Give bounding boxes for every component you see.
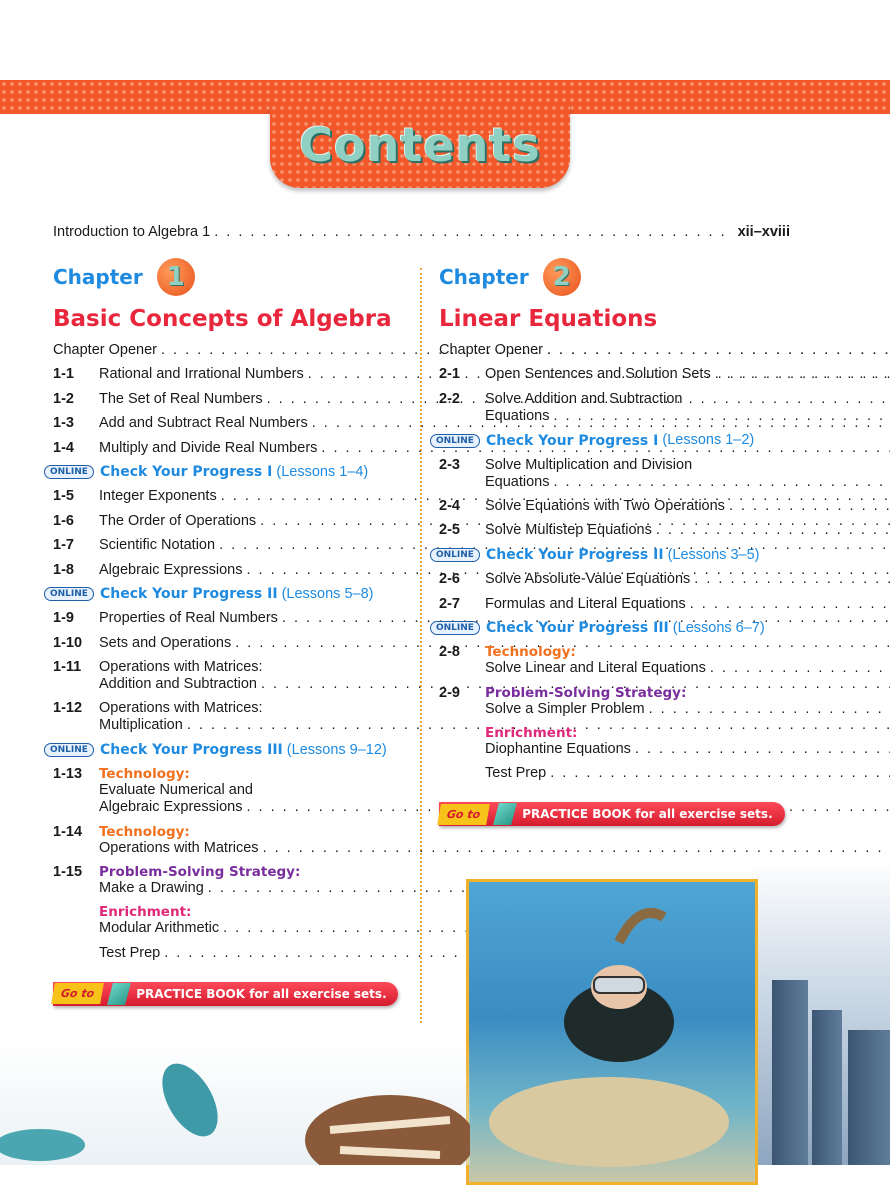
- chapter-2-title: Linear Equations: [439, 306, 785, 332]
- technology-label: Technology:: [485, 644, 890, 660]
- strategy-label: Problem-Solving Strategy:: [485, 685, 890, 701]
- leader-dots: [554, 408, 890, 425]
- toc-entry[interactable]: [439, 571, 785, 588]
- entry-number: 1-9: [53, 610, 99, 627]
- toc-entry[interactable]: [439, 457, 785, 491]
- toc-entry[interactable]: [53, 659, 398, 693]
- entry-number: 1-11: [53, 659, 99, 693]
- online-badge: ONLINE: [44, 465, 94, 479]
- practice-book-link[interactable]: [439, 802, 785, 826]
- leader-dots: [649, 701, 890, 718]
- entry-title: Sets and Operations: [99, 635, 231, 652]
- check-lessons: (Lessons 9–12): [287, 742, 387, 759]
- entry-number: 2-7: [439, 596, 485, 613]
- leader-dots: [263, 840, 890, 857]
- entry-number: 2-3: [439, 457, 485, 491]
- entry-number: 1-3: [53, 415, 99, 432]
- leader-dots: [550, 765, 890, 782]
- book-icon: [493, 803, 517, 825]
- entry-number: 1-13: [53, 766, 99, 816]
- book-icon: [107, 983, 131, 1005]
- entry-title: Modular Arithmetic: [99, 920, 219, 937]
- online-check-link[interactable]: [430, 620, 785, 637]
- intro-page: xii–xviii: [738, 224, 790, 240]
- entry-number: 1-15: [53, 864, 99, 897]
- toc-entry[interactable]: [439, 522, 785, 539]
- toc-entry[interactable]: [53, 488, 398, 505]
- entry-title: Solve Linear and Literal Equations: [485, 660, 706, 677]
- entry-number: 2-8: [439, 644, 485, 677]
- entry-number: 1-1: [53, 366, 99, 383]
- chapter-2-heading: [439, 256, 785, 298]
- entry-number: 1-7: [53, 537, 99, 554]
- entry-title: Solve Addition and Subtraction: [485, 391, 890, 408]
- toc-entry[interactable]: [439, 596, 785, 613]
- chapter-word: Chapter: [439, 265, 529, 289]
- online-check-link[interactable]: [430, 547, 785, 564]
- entry-title: Operations with Matrices:: [99, 659, 890, 676]
- chapter-1-title: Basic Concepts of Algebra: [53, 306, 398, 332]
- entry-title: Chapter Opener: [53, 342, 157, 359]
- check-title: Check Your Progress I: [486, 433, 658, 449]
- online-check-link[interactable]: [44, 586, 398, 603]
- entry-title: Operations with Matrices:: [99, 700, 890, 717]
- online-badge: ONLINE: [44, 587, 94, 601]
- toc-entry[interactable]: [53, 415, 398, 432]
- entry-title: Scientific Notation: [99, 537, 215, 554]
- chapter-number-badge: 1: [157, 258, 195, 296]
- check-title: Check Your Progress II: [486, 547, 664, 563]
- chapter-word: Chapter: [53, 265, 143, 289]
- entry-title: Solve a Simpler Problem: [485, 701, 645, 718]
- leader-dots: [715, 366, 890, 383]
- online-check-link[interactable]: [430, 432, 785, 449]
- leader-dots: [214, 224, 733, 240]
- check-lessons: (Lessons 6–7): [673, 620, 765, 637]
- online-check-link[interactable]: [44, 464, 398, 481]
- online-badge: ONLINE: [430, 621, 480, 635]
- entry-title: Rational and Irrational Numbers: [99, 366, 304, 383]
- leader-dots: [554, 474, 890, 491]
- entry-title: Solve Multiplication and Division: [485, 457, 890, 474]
- entry-number: 1-8: [53, 562, 99, 579]
- toc-entry[interactable]: [53, 700, 398, 734]
- toc-entry[interactable]: [439, 725, 785, 758]
- fish-illustration: [0, 1040, 470, 1165]
- fish-decoration: [0, 1040, 470, 1165]
- entry-number: 1-4: [53, 440, 99, 457]
- entry-title: Solve Equations with Two Operations: [485, 498, 725, 515]
- entry-title: Evaluate Numerical and: [99, 782, 890, 799]
- intro-entry[interactable]: [53, 224, 790, 240]
- entry-title: Integer Exponents: [99, 488, 217, 505]
- online-badge: ONLINE: [430, 434, 480, 448]
- contents-tab: [270, 104, 570, 188]
- entry-title: Test Prep: [99, 945, 160, 962]
- entry-title: Solve Multistep Equations: [485, 522, 652, 539]
- toc-entry[interactable]: [53, 864, 398, 897]
- entry-title-cont: Addition and Subtraction: [99, 676, 257, 693]
- entry-number: 1-5: [53, 488, 99, 505]
- leader-dots: [635, 741, 890, 758]
- entry-title: Algebraic Expressions: [99, 562, 242, 579]
- check-title: Check Your Progress II: [100, 586, 278, 602]
- entry-number: 2-1: [439, 366, 485, 383]
- entry-title-cont: Equations: [485, 408, 550, 425]
- toc-entry[interactable]: [53, 562, 398, 579]
- strategy-label: Problem-Solving Strategy:: [99, 864, 890, 880]
- entry-title: Add and Subtract Real Numbers: [99, 415, 308, 432]
- entry-title: Properties of Real Numbers: [99, 610, 278, 627]
- chapter-1-heading: [53, 256, 398, 298]
- online-check-link[interactable]: [44, 742, 398, 759]
- entry-title: Chapter Opener: [439, 342, 543, 359]
- page-title: Contents: [270, 118, 570, 172]
- toc-entry[interactable]: [53, 342, 398, 359]
- technology-label: Technology:: [99, 824, 890, 840]
- leader-dots: [710, 660, 890, 677]
- scuba-diver-photo: [466, 879, 758, 1185]
- entry-title: Open Sentences and Solution Sets: [485, 366, 711, 383]
- check-lessons: (Lessons 1–2): [662, 432, 754, 449]
- goto-text: PRACTICE BOOK for all exercise sets.: [136, 987, 386, 1001]
- entry-number: 2-5: [439, 522, 485, 539]
- chapter-number-badge: 2: [543, 258, 581, 296]
- goto-tag: Go to: [437, 804, 490, 825]
- toc-entry[interactable]: [439, 765, 785, 782]
- toc-entry[interactable]: [439, 498, 785, 515]
- entry-title: Make a Drawing: [99, 880, 204, 897]
- check-lessons: (Lessons 3–5): [668, 547, 760, 564]
- leader-dots: [694, 571, 890, 588]
- toc-entry[interactable]: [53, 610, 398, 627]
- toc-entry[interactable]: [53, 635, 398, 652]
- entry-title: Formulas and Literal Equations: [485, 596, 686, 613]
- leader-dots: [656, 522, 890, 539]
- leader-dots: [729, 498, 890, 515]
- entry-number: 1-14: [53, 824, 99, 857]
- check-title: Check Your Progress III: [100, 742, 283, 758]
- intro-label: Introduction to Algebra 1: [53, 224, 210, 240]
- enrichment-label: Enrichment:: [485, 725, 890, 741]
- online-badge: ONLINE: [44, 743, 94, 757]
- toc-entry[interactable]: [53, 824, 398, 857]
- check-lessons: (Lessons 5–8): [282, 586, 374, 603]
- entry-title: Diophantine Equations: [485, 741, 631, 758]
- enrichment-label: Enrichment:: [99, 904, 890, 920]
- entry-title-cont: Multiplication: [99, 717, 183, 734]
- chapter-2-column: [439, 256, 785, 826]
- entry-title-cont: Equations: [485, 474, 550, 491]
- entry-number: 1-12: [53, 700, 99, 734]
- toc-entry[interactable]: [53, 513, 398, 530]
- toc-entry[interactable]: [53, 391, 398, 408]
- toc-entry[interactable]: [439, 685, 785, 718]
- check-title: Check Your Progress III: [486, 620, 669, 636]
- online-badge: ONLINE: [430, 548, 480, 562]
- leader-dots: [547, 342, 890, 359]
- entry-number: 2-4: [439, 498, 485, 515]
- toc-entry[interactable]: [439, 644, 785, 677]
- toc-entry[interactable]: [439, 366, 785, 383]
- leader-dots: [690, 596, 890, 613]
- entry-title: Test Prep: [485, 765, 546, 782]
- check-lessons: (Lessons 1–4): [276, 464, 368, 481]
- practice-book-link[interactable]: [53, 982, 398, 1006]
- city-skyline-image: [752, 860, 890, 1165]
- toc-entry[interactable]: [53, 766, 398, 816]
- entry-number: 2-6: [439, 571, 485, 588]
- entry-title: Operations with Matrices: [99, 840, 259, 857]
- entry-title-cont: Algebraic Expressions: [99, 799, 242, 816]
- goto-text: PRACTICE BOOK for all exercise sets.: [522, 807, 772, 821]
- toc-entry[interactable]: [53, 440, 398, 457]
- check-title: Check Your Progress I: [100, 464, 272, 480]
- entry-number: 1-6: [53, 513, 99, 530]
- diver-illustration: [469, 882, 755, 1182]
- toc-entry[interactable]: [439, 342, 785, 359]
- entry-title: The Set of Real Numbers: [99, 391, 263, 408]
- toc-entry[interactable]: [53, 904, 398, 937]
- entry-number: 1-10: [53, 635, 99, 652]
- entry-title: The Order of Operations: [99, 513, 256, 530]
- technology-label: Technology:: [99, 766, 890, 782]
- goto-tag: Go to: [51, 983, 104, 1004]
- entry-number: 1-2: [53, 391, 99, 408]
- toc-entry[interactable]: [53, 366, 398, 383]
- toc-entry[interactable]: [53, 945, 398, 962]
- chapter-1-column: [53, 256, 398, 1006]
- entry-number: 2-2: [439, 391, 485, 425]
- entry-title: Solve Absolute-Value Equations: [485, 571, 690, 588]
- entry-number: 2-9: [439, 685, 485, 718]
- entry-title: Multiply and Divide Real Numbers: [99, 440, 317, 457]
- toc-entry[interactable]: [439, 391, 785, 425]
- toc-entry[interactable]: [53, 537, 398, 554]
